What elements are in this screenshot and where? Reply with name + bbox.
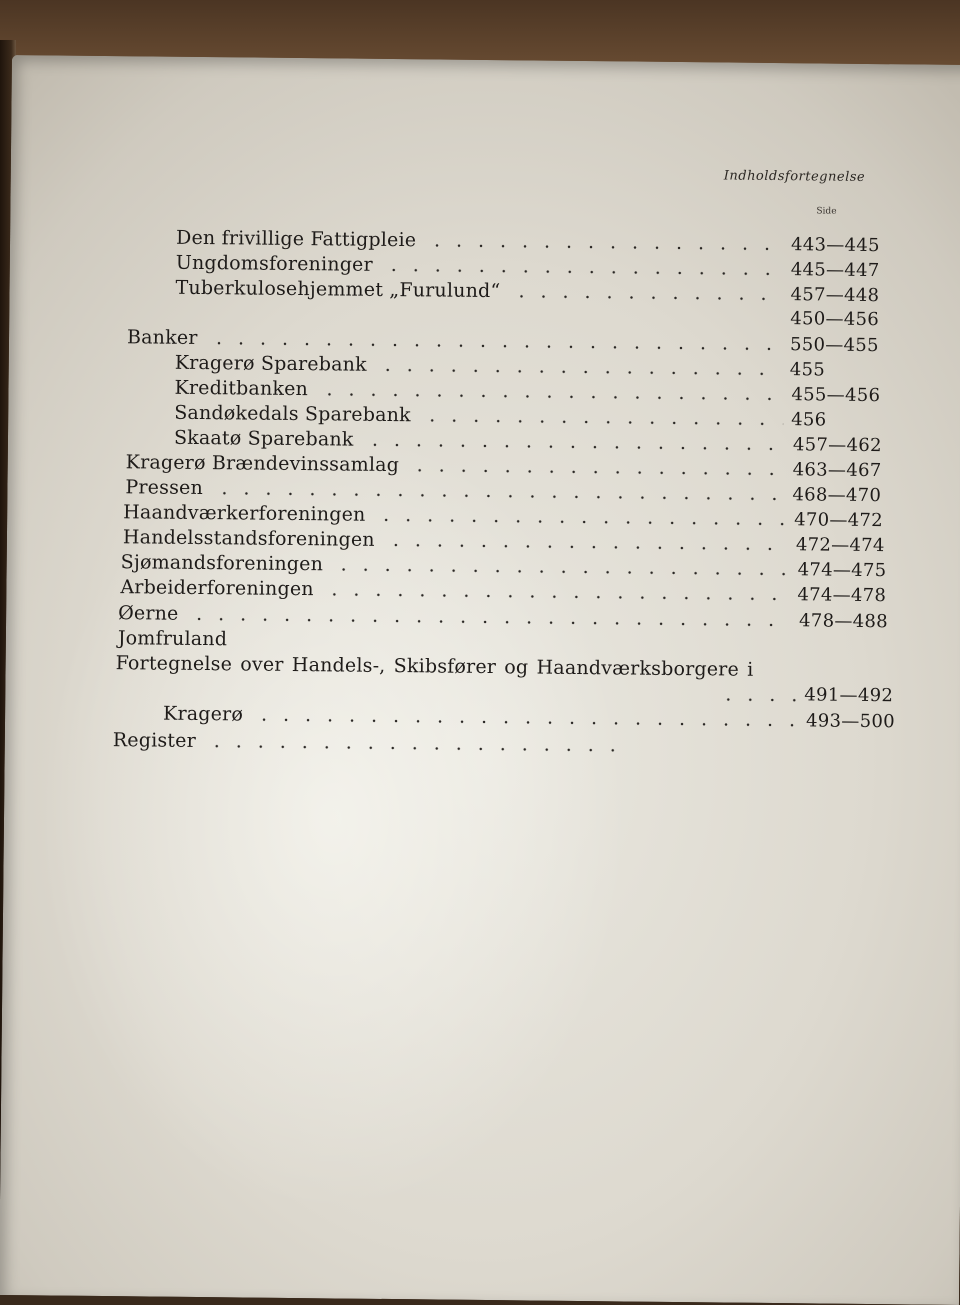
leader-dots <box>375 518 786 526</box>
toc-entry-pages: 455 <box>789 359 826 381</box>
toc-entry-title: Tuberkulosehjemmet „Furulund“ <box>175 276 501 303</box>
running-header: Indholdsfortegnelse <box>723 168 866 185</box>
toc-entry-pages: 457—462 <box>792 434 882 457</box>
leader-dots <box>510 294 782 301</box>
toc-entry-pages: 474—478 <box>797 584 887 607</box>
toc-entry-title: Arbeiderforeningen <box>120 576 314 601</box>
leader-dots <box>385 543 788 551</box>
toc-entry-title: Skaatø Sparebank <box>173 426 354 451</box>
toc-entry-pages: 493—500 <box>805 710 896 733</box>
leader-dots <box>717 697 796 702</box>
toc-entry-title: Den frivillige Fattigpleie <box>175 226 417 252</box>
toc-entry <box>113 727 633 758</box>
toc-entry-title: Jomfruland <box>117 627 228 651</box>
leader-dots <box>324 592 790 601</box>
toc-entry-pages: 470—472 <box>794 509 884 532</box>
toc-entry-pages: 445—447 <box>790 259 880 282</box>
page-column-label: Side <box>816 206 837 217</box>
toc-entry-title: Sjømandsforeningen <box>120 551 324 576</box>
leader-dots <box>333 567 790 576</box>
toc-entry-title: Kreditbanken <box>174 376 309 401</box>
toc-entry-pages: 456 <box>791 409 827 431</box>
leader-dots <box>363 443 784 451</box>
toc-entry-pages: 550—455 <box>789 334 879 357</box>
book-page <box>0 55 960 1305</box>
toc-entry-title: Kragerø Brændevinssamlag <box>125 451 400 477</box>
toc-entry-pages: 491—492 <box>804 684 894 707</box>
toc-entry-pages: 478—488 <box>799 610 889 633</box>
leader-dots <box>377 368 782 376</box>
toc-entry-title: Sandøkedals Sparebank <box>174 401 411 427</box>
toc-entry-pages: 457—448 <box>790 284 880 307</box>
leader-dots <box>318 392 783 401</box>
toc-entry-pages: 450—456 <box>790 308 880 331</box>
leader-dots <box>383 268 783 276</box>
leader-dots <box>188 617 791 627</box>
leader-dots <box>421 418 783 426</box>
toc-entry-pages: 468—470 <box>792 484 882 507</box>
leader-dots <box>206 744 625 752</box>
toc-entry-title: Fortegnelse over Handels-, Skibsfører og Haandværksborgere i <box>115 652 754 681</box>
toc-entry-title: Kragerø <box>162 702 244 726</box>
toc-entry-pages: 443—445 <box>790 234 880 257</box>
toc-entry <box>707 681 919 709</box>
leader-dots <box>213 491 785 501</box>
leader-dots <box>409 468 785 476</box>
toc-entry-title: Banker <box>126 326 198 349</box>
toc-entry-pages: 463—467 <box>792 459 882 482</box>
toc-entry-title: Pressen <box>125 476 204 500</box>
toc-entry-title: Kragerø Sparebank <box>174 351 367 376</box>
toc-entry-title: Ungdomsforeninger <box>175 251 373 276</box>
leader-dots <box>426 243 783 251</box>
toc-entry-title: Handelsstandsforeningen <box>122 526 375 551</box>
table-of-contents <box>0 55 960 1305</box>
toc-entry-pages: 455—456 <box>791 384 881 407</box>
toc-entry-pages: 474—475 <box>797 559 887 582</box>
leader-dots <box>253 718 798 728</box>
leader-dots <box>208 341 782 351</box>
toc-entry-pages: 472—474 <box>795 534 885 557</box>
toc-entry-title: Register <box>112 729 197 752</box>
toc-entry-title: Haandværkerforeningen <box>123 501 366 526</box>
toc-entry-title: Øerne <box>118 602 179 625</box>
